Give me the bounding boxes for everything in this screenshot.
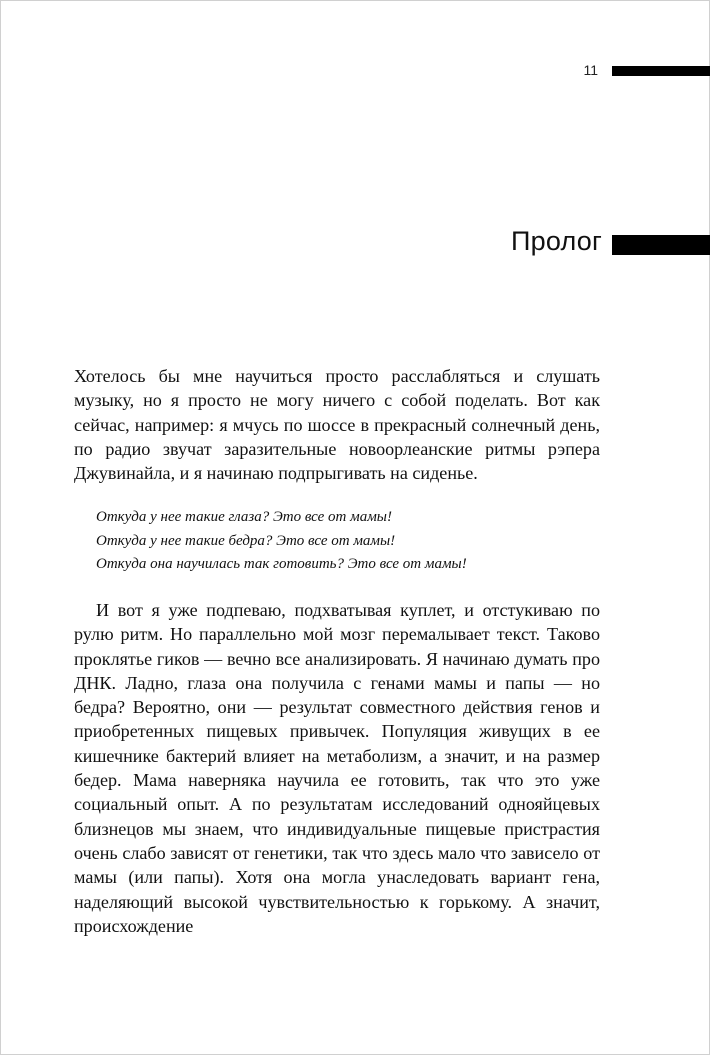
quote-line: Откуда у нее такие бедра? Это все от мамы! [96, 532, 396, 549]
paragraph-intro: Хотелось бы мне научиться просто расслабляться и слушать музыку, но я просто не могу ничего с собой поделать. Вот как сейчас, например: я мчусь по шоссе в прекрасный солнечный день, по радио звучат заразительные новоорлеанские ритмы рэпера Джувинайла, и я начинаю подпрыгивать на сиденье. [74, 366, 600, 484]
chapter-title: Пролог [511, 226, 602, 256]
chapter-title-bar [612, 235, 710, 255]
song-quote [96, 506, 606, 577]
quote-line: Откуда она научилась так готовить? Это все от мамы! [96, 556, 467, 572]
page-number-bar [612, 66, 710, 76]
page-number: 11 [583, 62, 598, 78]
paragraph-main: И вот я уже подпеваю, подхватывая куплет, и отстукиваю по рулю ритм. Но параллельно мой мозг перемалывает текст. Таково проклятье гиков — вечно все анализировать. Я начинаю думать про ДНК. Ладно, глаза она получила с генами мамы и папы — но бедра? Вероятно, они — результат совместного действия генов и приобретенных пищевых привычек. Популяция живущих в ее кишечнике бактерий влияет на метаболизм, а значит, и на размер бедер. Мама наверняка научила ее готовить, так что это уже социальный опыт. А по результатам исследований однояйцевых близнецов мы знаем, что индивидуальные пищевые пристрастия очень слабо зависят от генетики, так что здесь мало что зависело от мамы (или папы). Хотя она могла унаследовать вариант гена, наделяющий высокой чувствительностью к горькому. А значит, происхождение [74, 600, 600, 936]
quote-line: Откуда у нее такие глаза? Это все от мамы! [96, 509, 392, 525]
